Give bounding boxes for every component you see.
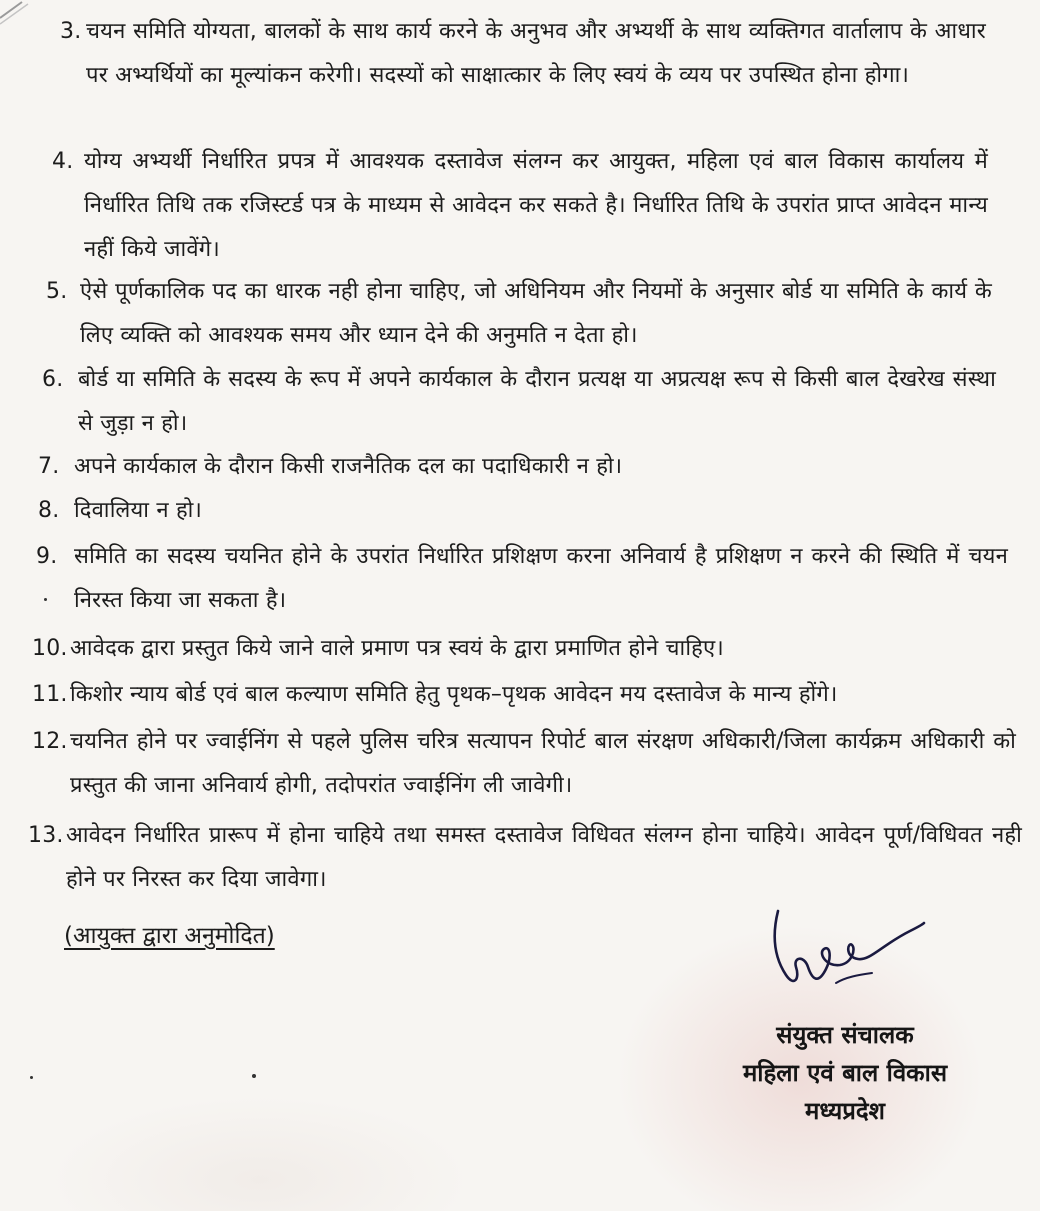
item-text: योग्य अभ्यर्थी निर्धारित प्रपत्र में आवश्यक दस्तावेज संलग्न कर आयुक्त, महिला एवं बाल विकास कार्यालय में निर्धारित तिथि तक रजिस्टर्ड पत्र के माध्यम से आवेदन कर सकते है। निर्धारित तिथि के उपरांत प्राप्त आवेदन मान्य नहीं किये जावेंगे।	[84, 149, 988, 262]
signatory-block	[700, 1016, 990, 1130]
item-number: 6.	[42, 367, 64, 392]
list-item-7	[38, 445, 994, 489]
list-item-11	[32, 673, 1010, 717]
item-number: 13.	[28, 823, 64, 848]
item-text: आवेदक द्वारा प्रस्तुत किये जाने वाले प्रमाण पत्र स्वयं के द्वारा प्रमाणित होने चाहिए।	[70, 636, 724, 661]
list-item-12	[32, 720, 1016, 808]
item-text: चयन समिति योग्यता, बालकों के साथ कार्य करने के अनुभव और अभ्यर्थी के साथ व्यक्तिगत वार्तालाप के आधार पर अभ्यर्थियों का मूल्यांकन करेगी। सदस्यों को साक्षात्कार के लिए स्वयं के व्यय पर उपस्थित होना होगा।	[86, 19, 986, 88]
item-text: बोर्ड या समिति के सदस्य के रूप में अपने कार्यकाल के दौरान प्रत्यक्ष या अप्रत्यक्ष रूप से किसी बाल देखरेख संस्था से जुड़ा न हो।	[78, 367, 996, 436]
item-text: अपने कार्यकाल के दौरान किसी राजनैतिक दल का पदाधिकारी न हो।	[74, 454, 623, 479]
signatory-designation: संयुक्त संचालक	[776, 1021, 914, 1049]
list-item-5	[46, 270, 992, 358]
item-number: 5.	[46, 279, 68, 304]
list-item-8	[38, 489, 994, 533]
approval-note: (आयुक्त द्वारा अनुमोदित)	[64, 923, 275, 949]
scan-speck	[252, 1074, 256, 1078]
list-item-4	[52, 140, 988, 272]
item-text: समिति का सदस्य चयनित होने के उपरांत निर्धारित प्रशिक्षण करना अनिवार्य है प्रशिक्षण न करने की स्थिति में चयन निरस्त किया जा सकता है।	[74, 544, 1008, 613]
item-number: 10.	[32, 636, 68, 661]
item-number: 8.	[38, 498, 60, 523]
item-text: चयनित होने पर ज्वाईनिंग से पहले पुलिस चरित्र सत्यापन रिपोर्ट बाल संरक्षण अधिकारी/जिला कार्यक्रम अधिकारी को प्रस्तुत की जाना अनिवार्य होगी, तदोपरांत ज्वाईनिंग ली जावेगी।	[70, 729, 1016, 798]
list-item-6	[42, 358, 996, 446]
list-item-10	[32, 627, 1006, 671]
item-number: 12.	[32, 729, 68, 754]
item-number: 3.	[60, 19, 82, 44]
scan-speck	[44, 598, 47, 601]
item-number: 9.	[36, 544, 58, 569]
item-text: आवेदन निर्धारित प्रारूप में होना चाहिये तथा समस्त दस्तावेज विधिवत संलग्न होना चाहिये। आवेदन पूर्ण/विधिवत नही होने पर निरस्त कर दिया जावेगा।	[66, 823, 1022, 892]
signatory-state: मध्यप्रदेश	[804, 1097, 886, 1125]
item-number: 11.	[32, 682, 68, 707]
list-item-3	[60, 10, 986, 98]
item-number: 4.	[52, 149, 74, 174]
item-text: ऐसे पूर्णकालिक पद का धारक नही होना चाहिए, जो अधिनियम और नियमों के अनुसार बोर्ड या समिति के कार्य के लिए व्यक्ति को आवश्यक समय और ध्यान देने की अनुमति न देता हो।	[80, 279, 992, 348]
scan-speck	[30, 1076, 33, 1079]
item-text: दिवालिया न हो।	[74, 498, 203, 523]
handwritten-signature	[760, 905, 930, 1015]
item-text: किशोर न्याय बोर्ड एवं बाल कल्याण समिति हेतु पृथक–पृथक आवेदन मय दस्तावेज के मान्य होंगे।	[70, 682, 838, 707]
signatory-department: महिला एवं बाल विकास	[742, 1059, 948, 1087]
item-number: 7.	[38, 454, 60, 479]
list-item-13	[28, 814, 1022, 902]
list-item-9	[36, 535, 1008, 623]
page-corner-fold	[0, 0, 40, 40]
